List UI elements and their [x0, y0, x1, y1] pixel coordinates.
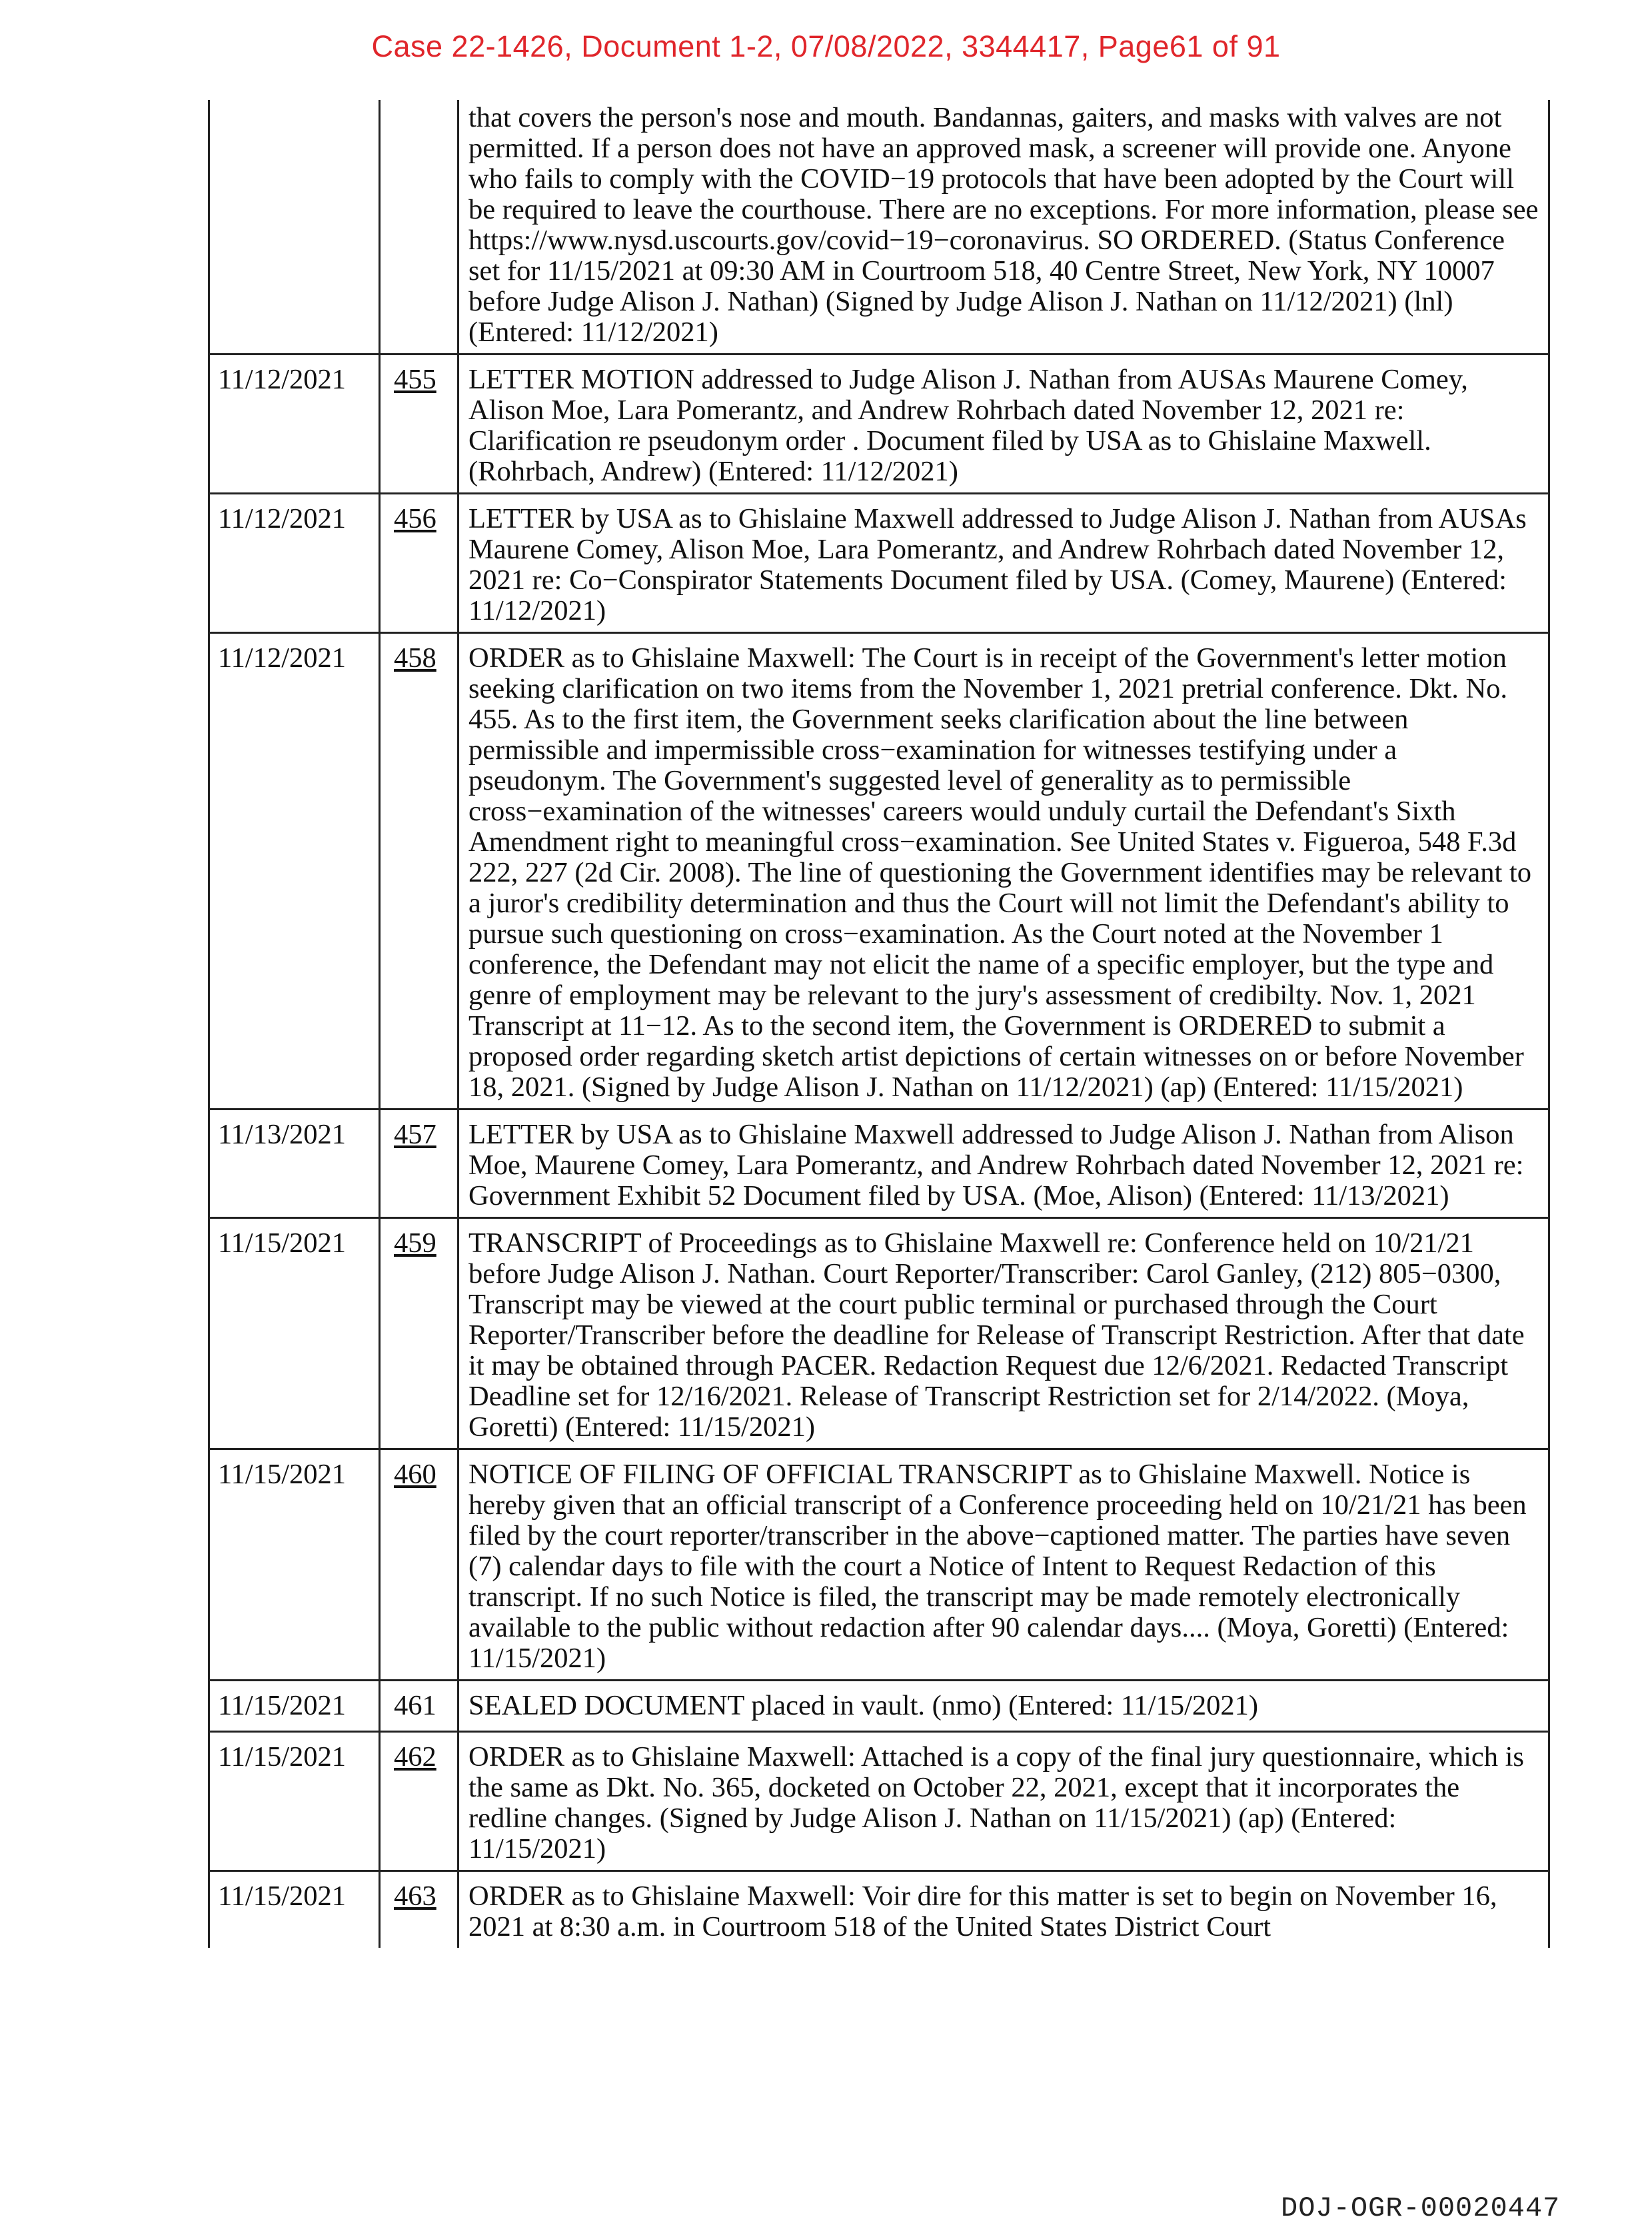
docket-row: [209, 100, 1549, 355]
docket-row: [209, 1681, 1549, 1732]
entry-text: SEALED DOCUMENT placed in vault. (nmo) (Entered: 11/15/2021): [458, 1681, 1549, 1732]
entry-number-link[interactable]: 458: [394, 642, 436, 674]
bates-number: DOJ-OGR-00020447: [1281, 2192, 1561, 2224]
entry-text: LETTER MOTION addressed to Judge Alison J. Nathan from AUSAs Maurene Comey, Alison Moe, Lara Pomerantz, and Andrew Rohrbach dated November 12, 2021 re: Clarification re pseudonym order . Document filed by USA as to Ghislaine Maxwell. (Rohrbach, Andrew) (Entered: 11/12/2021): [458, 355, 1549, 494]
entry-date: 11/15/2021: [209, 1681, 380, 1732]
docket-row: [209, 1732, 1549, 1871]
entry-date: 11/12/2021: [209, 355, 380, 494]
entry-text: NOTICE OF FILING OF OFFICIAL TRANSCRIPT as to Ghislaine Maxwell. Notice is hereby given that an official transcript of a Conference proceeding held on 10/21/21 has been filed by the court reporter/transcriber in the above−captioned matter. The parties have seven (7) calendar days to file with the court a Notice of Intent to Request Redaction of this transcript. If no such Notice is filed, the transcript may be made remotely electronically available to the public without redaction after 90 calendar days.... (Moya, Goretti) (Entered: 11/15/2021): [458, 1449, 1549, 1681]
docket-row: [209, 1871, 1549, 1948]
entry-text: LETTER by USA as to Ghislaine Maxwell addressed to Judge Alison J. Nathan from Alison Moe, Maurene Comey, Lara Pomerantz, and Andrew Rohrbach dated November 12, 2021 re: Government Exhibit 52 Document filed by USA. (Moe, Alison) (Entered: 11/13/2021): [458, 1110, 1549, 1218]
entry-number: 461: [380, 1681, 458, 1732]
entry-text: ORDER as to Ghislaine Maxwell: The Court is in receipt of the Government's letter motion seeking clarification on two items from the November 1, 2021 pretrial conference. Dkt. No. 455. As to the first item, the Government seeks clarification about the line between permissible and impermissible cross−examination for witnesses testifying under a pseudonym. The Government's suggested level of generality as to permissible cross−examination of the witnesses' careers would unduly curtail the Defendant's Sixth Amendment right to meaningful cross−examination. See United States v. Figueroa, 548 F.3d 222, 227 (2d Cir. 2008). The line of questioning the Government identifies may be relevant to a juror's credibility determination and thus the Court will not limit the Defendant's ability to pursue such questioning on cross−examination. As the Court noted at the November 1 conference, the Defendant may not elicit the name of a specific employer, but the type and genre of employment may be relevant to the jury's assessment of credibilty. Nov. 1, 2021 Transcript at 11−12. As to the second item, the Government is ORDERED to submit a proposed order regarding sketch artist depictions of certain witnesses on or before November 18, 2021. (Signed by Judge Alison J. Nathan on 11/12/2021) (ap) (Entered: 11/15/2021): [458, 633, 1549, 1110]
docket-row: [209, 1110, 1549, 1218]
entry-date: 11/15/2021: [209, 1732, 380, 1871]
entry-number-link[interactable]: 456: [394, 503, 436, 534]
docket-row: [209, 1218, 1549, 1449]
entry-date: 11/13/2021: [209, 1110, 380, 1218]
entry-number-link[interactable]: 463: [394, 1880, 436, 1912]
entry-text: ORDER as to Ghislaine Maxwell: Attached is a copy of the final jury questionnaire, which is the same as Dkt. No. 365, docketed on October 22, 2021, except that it incorporates the redline changes. (Signed by Judge Alison J. Nathan on 11/15/2021) (ap) (Entered: 11/15/2021): [458, 1732, 1549, 1871]
entry-text: TRANSCRIPT of Proceedings as to Ghislaine Maxwell re: Conference held on 10/21/21 before Judge Alison J. Nathan. Court Reporter/Transcriber: Carol Ganley, (212) 805−0300, Transcript may be viewed at the court public terminal or purchased through the Court Reporter/Transcriber before the deadline for Release of Transcript Restriction. After that date it may be obtained through PACER. Redaction Request due 12/6/2021. Redacted Transcript Deadline set for 12/16/2021. Release of Transcript Restriction set for 2/14/2022. (Moya, Goretti) (Entered: 11/15/2021): [458, 1218, 1549, 1449]
docket-row: [209, 494, 1549, 633]
entry-date: 11/12/2021: [209, 633, 380, 1110]
entry-number-link[interactable]: 459: [394, 1227, 436, 1259]
entry-number-link[interactable]: 457: [394, 1119, 436, 1150]
entry-text: that covers the person's nose and mouth. Bandannas, gaiters, and masks with valves are not permitted. If a person does not have an approved mask, a screener will provide one. Anyone who fails to comply with the COVID−19 protocols that have been adopted by the Court will be required to leave the courthouse. There are no exceptions. For more information, please see https://www.nysd.uscourts.gov/covid−19−coronavirus. SO ORDERED. (Status Conference set for 11/15/2021 at 09:30 AM in Courtroom 518, 40 Centre Street, New York, NY 10007 before Judge Alison J. Nathan) (Signed by Judge Alison J. Nathan on 11/12/2021) (lnl) (Entered: 11/12/2021): [458, 100, 1549, 355]
entry-text: ORDER as to Ghislaine Maxwell: Voir dire for this matter is set to begin on November 16, 2021 at 8:30 a.m. in Courtroom 518 of the United States District Court: [458, 1871, 1549, 1948]
entry-date: 11/15/2021: [209, 1218, 380, 1449]
entry-number-link[interactable]: 462: [394, 1741, 436, 1773]
entry-number: [380, 100, 458, 355]
docket-row: [209, 633, 1549, 1110]
case-header: Case 22-1426, Document 1-2, 07/08/2022, 3344417, Page61 of 91: [371, 29, 1281, 63]
docket-table: [208, 100, 1550, 1948]
entry-number-link[interactable]: 455: [394, 364, 436, 395]
entry-text: LETTER by USA as to Ghislaine Maxwell addressed to Judge Alison J. Nathan from AUSAs Maurene Comey, Alison Moe, Lara Pomerantz, and Andrew Rohrbach dated November 12, 2021 re: Co−Conspirator Statements Document filed by USA. (Comey, Maurene) (Entered: 11/12/2021): [458, 494, 1549, 633]
entry-date: 11/12/2021: [209, 494, 380, 633]
docket-row: [209, 355, 1549, 494]
entry-date: 11/15/2021: [209, 1871, 380, 1948]
docket-row: [209, 1449, 1549, 1681]
entry-date: [209, 100, 380, 355]
entry-number-link[interactable]: 460: [394, 1459, 436, 1490]
entry-date: 11/15/2021: [209, 1449, 380, 1681]
